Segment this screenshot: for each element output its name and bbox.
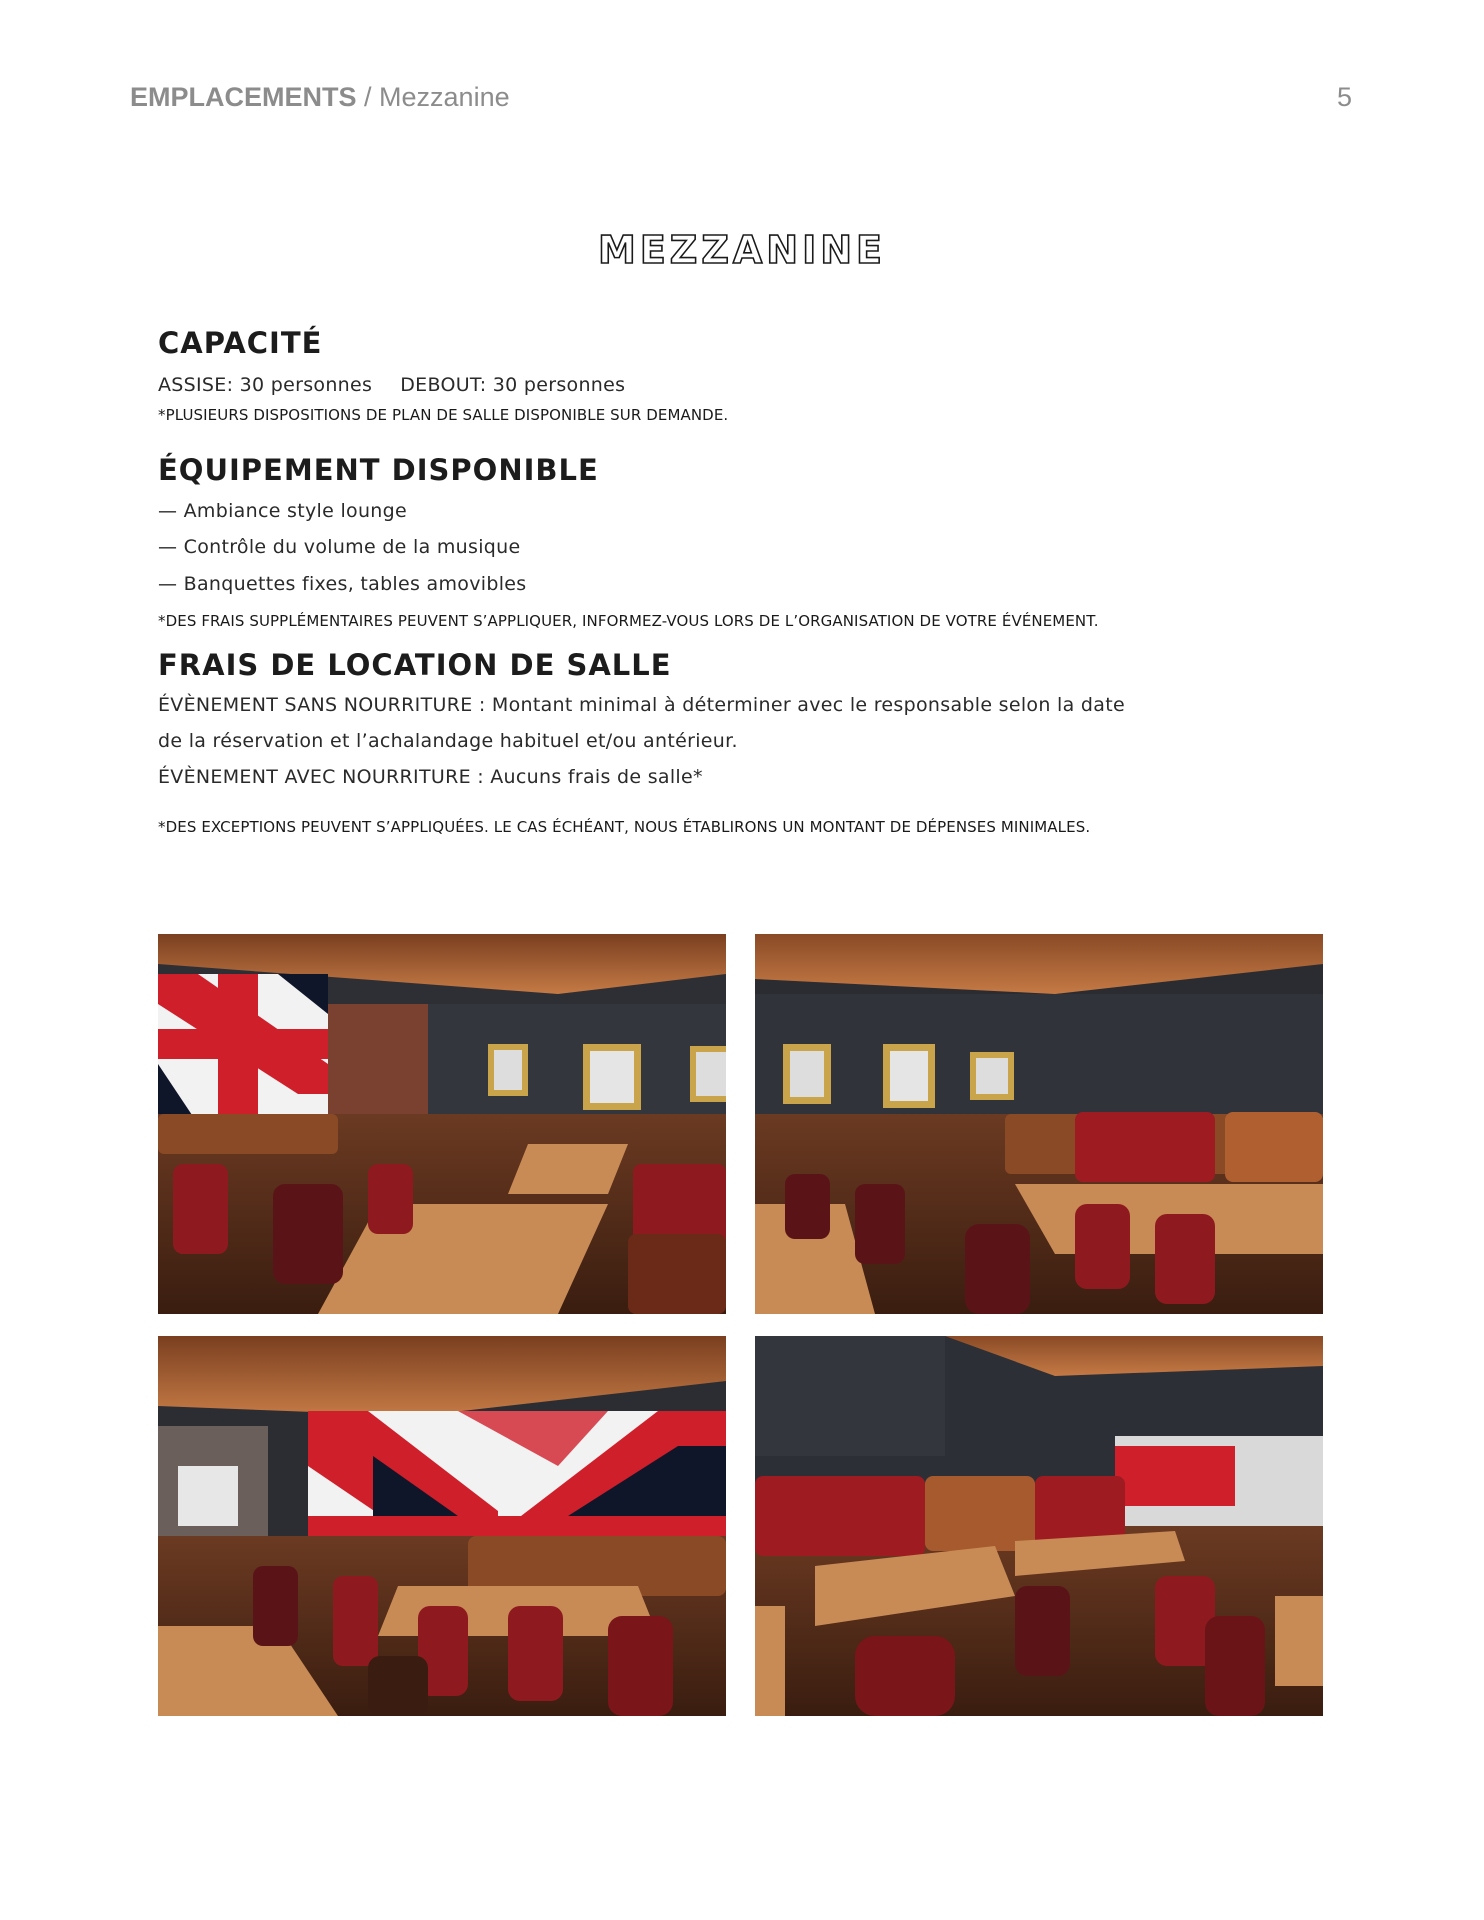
rental-note: *DES EXCEPTIONS PEUVENT S’APPLIQUÉES. LE CAS ÉCHÉANT, NOUS ÉTABLIRONS UN MONTANT DE DÉPENSES MINIMALES. — [158, 818, 1091, 836]
capacity-note: *PLUSIEURS DISPOSITIONS DE PLAN DE SALLE DISPONIBLE SUR DEMANDE. — [158, 406, 729, 424]
equipment-item: — Banquettes fixes, tables amovibles — [158, 573, 527, 595]
capacity-standing: DEBOUT: 30 personnes — [400, 374, 626, 396]
equipment-item: — Contrôle du volume de la musique — [158, 536, 521, 558]
photo-mezzanine-4-image — [755, 1336, 1323, 1716]
rental-line: ÉVÈNEMENT SANS NOURRITURE : Montant minimal à déterminer avec le responsable selon la date — [158, 694, 1125, 716]
page-title: MEZZANINE — [598, 228, 886, 272]
photo-mezzanine-1-image — [158, 934, 726, 1314]
photo-mezzanine-3-image — [158, 1336, 726, 1716]
capacity-line — [158, 374, 625, 396]
photo-mezzanine-1 — [158, 934, 726, 1314]
photo-mezzanine-4 — [755, 1336, 1323, 1716]
photo-mezzanine-2-image — [755, 934, 1323, 1314]
photo-mezzanine-2 — [755, 934, 1323, 1314]
rental-heading: FRAIS DE LOCATION DE SALLE — [158, 648, 672, 682]
breadcrumb — [130, 82, 510, 113]
rental-line: ÉVÈNEMENT AVEC NOURRITURE : Aucuns frais de salle* — [158, 766, 703, 788]
capacity-seated: ASSISE: 30 personnes — [158, 374, 373, 396]
breadcrumb-separator: / — [356, 82, 380, 112]
equipment-heading: ÉQUIPEMENT DISPONIBLE — [158, 453, 599, 487]
rental-line: de la réservation et l’achalandage habituel et/ou antérieur. — [158, 730, 738, 752]
capacity-heading: CAPACITÉ — [158, 326, 323, 360]
equipment-item: — Ambiance style lounge — [158, 500, 407, 522]
photo-mezzanine-3 — [158, 1336, 726, 1716]
page-header — [130, 82, 1352, 122]
breadcrumb-subsection: Mezzanine — [379, 82, 510, 112]
page-number: 5 — [1336, 82, 1352, 112]
breadcrumb-section: EMPLACEMENTS — [130, 82, 357, 112]
equipment-note: *DES FRAIS SUPPLÉMENTAIRES PEUVENT S’APPLIQUER, INFORMEZ-VOUS LORS DE L’ORGANISATION DE VOTRE ÉVÉNEMENT. — [158, 612, 1099, 630]
